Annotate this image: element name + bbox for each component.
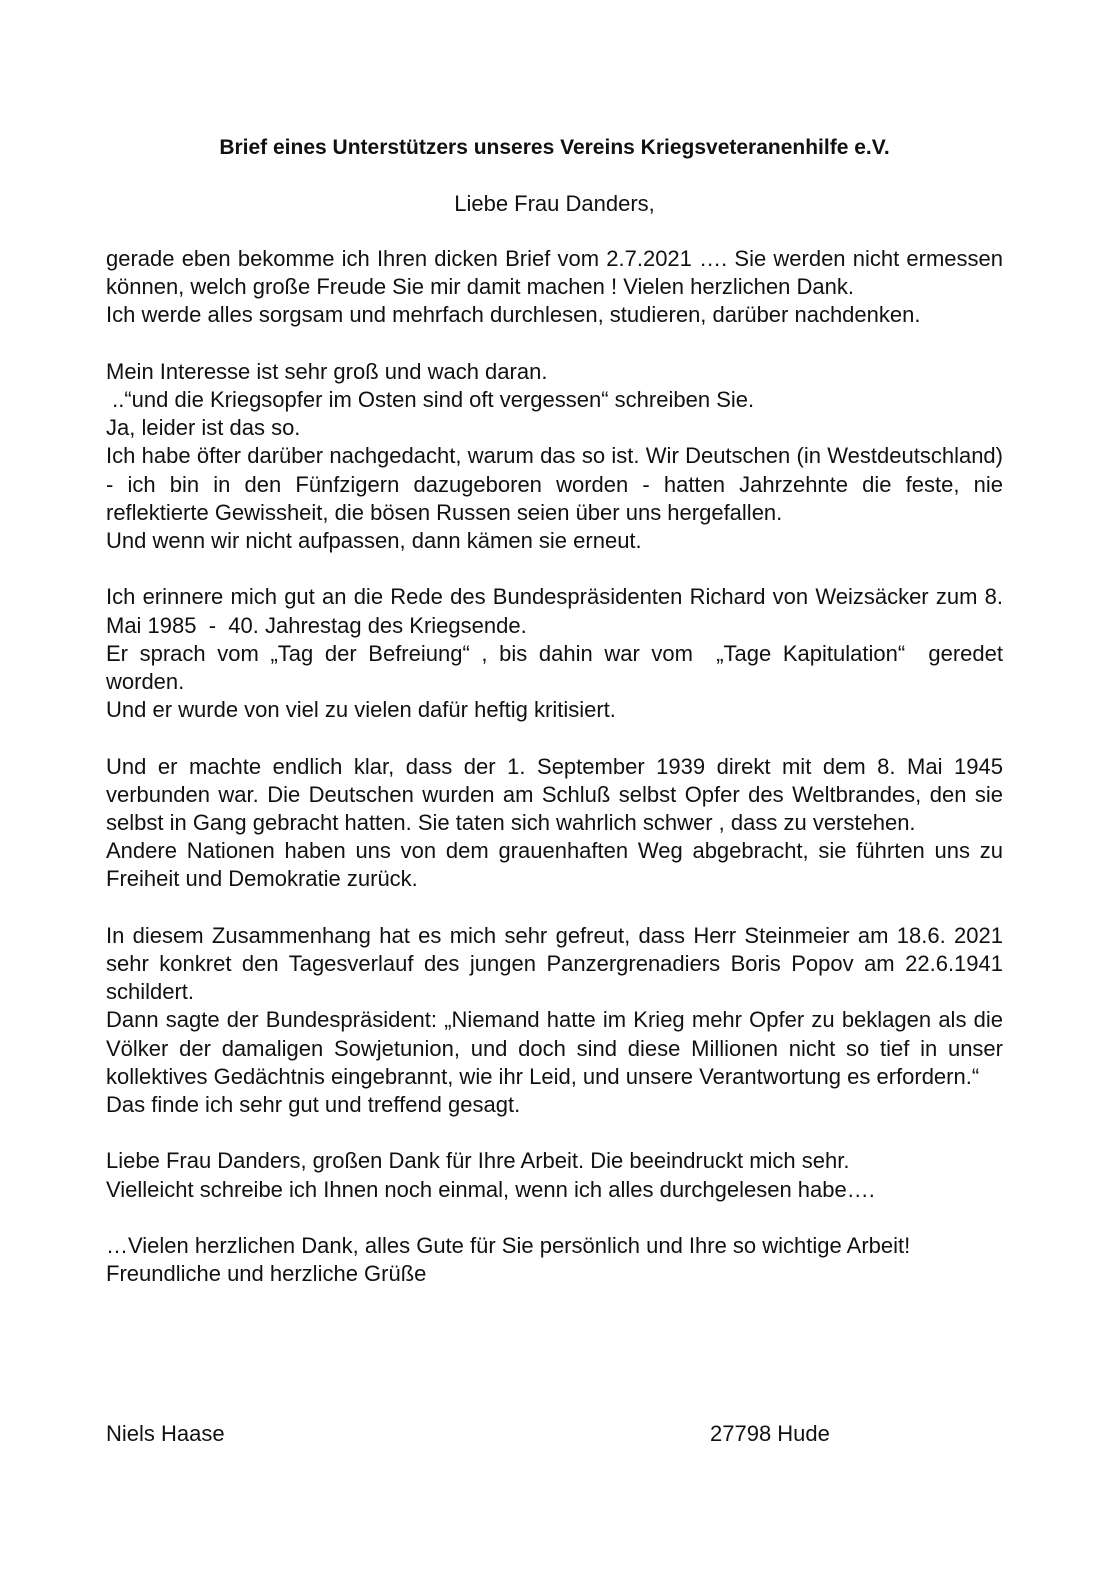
paragraph-gap [106,894,1003,922]
paragraph: Ja, leider ist das so. [106,415,301,441]
paragraph-gap [106,1204,1003,1232]
signature-line [106,1420,1003,1448]
paragraph: Liebe Frau Danders, großen Dank für Ihre Arbeit. Die beeindruckt mich sehr. [106,1148,850,1174]
closing: Freundliche und herzliche Grüße [106,1261,427,1287]
letter-body [106,245,1010,1288]
paragraph: Ich habe öfter darüber nachgedacht, warum das so ist. Wir Deutschen (in Westdeutschland) - ich bin in den Fünfzigern dazugeboren worden - hatten Jahrzehnte die feste, nie reflektierte Gewissheit, die bösen Russen seien über uns hergefallen. [106,443,1003,525]
paragraph: Das finde ich sehr gut und treffend gesagt. [106,1092,521,1118]
paragraph: In diesem Zusammenhang hat es mich sehr gefreut, dass Herr Steinmeier am 18.6. 2021 sehr konkret den Tagesverlauf des jungen Panzergrenadiers Boris Popov am 22.6.1941 schildert. [106,922,1003,1005]
signer-name: Niels Haase [106,1421,225,1446]
paragraph-gap [106,724,1003,752]
paragraph: Und wenn wir nicht aufpassen, dann kämen sie erneut. [106,528,642,554]
paragraph: Und er wurde von viel zu vielen dafür heftig kritisiert. [106,697,616,723]
letter-page [106,0,1010,1569]
paragraph-gap [106,330,1003,358]
paragraph: ..“und die Kriegsopfer im Osten sind oft vergessen“ schreiben Sie. [106,387,755,412]
paragraph-gap [106,1119,1003,1147]
paragraph-gap [106,555,1003,583]
paragraph: Andere Nationen haben uns von dem grauenhaften Weg abgebracht, sie führten uns zu Freiheit und Demokratie zurück. [106,838,1003,892]
paragraph: Ich erinnere mich gut an die Rede des Bundespräsidenten Richard von Weizsäcker zum 8. Mai 1985 - 40. Jahrestag des Kriegsende. [106,584,1010,638]
paragraph: …Vielen herzlichen Dank, alles Gute für Sie persönlich und Ihre so wichtige Arbeit! [106,1233,911,1259]
paragraph: Er sprach vom „Tag der Befreiung“ , bis dahin war vom „Tage Kapitulation“ geredet worden. [106,640,1010,695]
paragraph: Und er machte endlich klar, dass der 1. September 1939 direkt mit dem 8. Mai 1945 verbunden war. Die Deutschen wurden am Schluß selbst Opfer des Weltbrandes, den sie selbst in Gang gebracht hatten. Sie taten sich wahrlich schwer , dass zu verstehen. [106,753,1003,836]
salutation: Liebe Frau Danders, [454,191,655,216]
paragraph: Dann sagte der Bundespräsident: „Niemand hatte im Krieg mehr Opfer zu beklagen als die Völker der damaligen Sowjetunion, und doch sind diese Millionen nicht so tief in unser kollektives Gedächtnis eingebrannt, wie ihr Leid, und unsere Verantwortung es erfordern.“ [106,1007,1003,1089]
paragraph: gerade eben bekomme ich Ihren dicken Brief vom 2.7.2021 …. Sie werden nicht ermessen können, welch große Freude Sie mir damit machen ! Vielen herzlichen Dank. [106,246,1003,300]
signer-place: 27798 Hude [710,1421,830,1446]
paragraph: Vielleicht schreibe ich Ihnen noch einmal, wenn ich alles durchgelesen habe…. [106,1176,875,1202]
paragraph: Ich werde alles sorgsam und mehrfach durchlesen, studieren, darüber nachdenken. [106,302,921,328]
paragraph: Mein Interesse ist sehr groß und wach daran. [106,358,548,384]
letter-title: Brief eines Unterstützers unseres Vereins Kriegsveteranenhilfe e.V. [219,136,890,159]
